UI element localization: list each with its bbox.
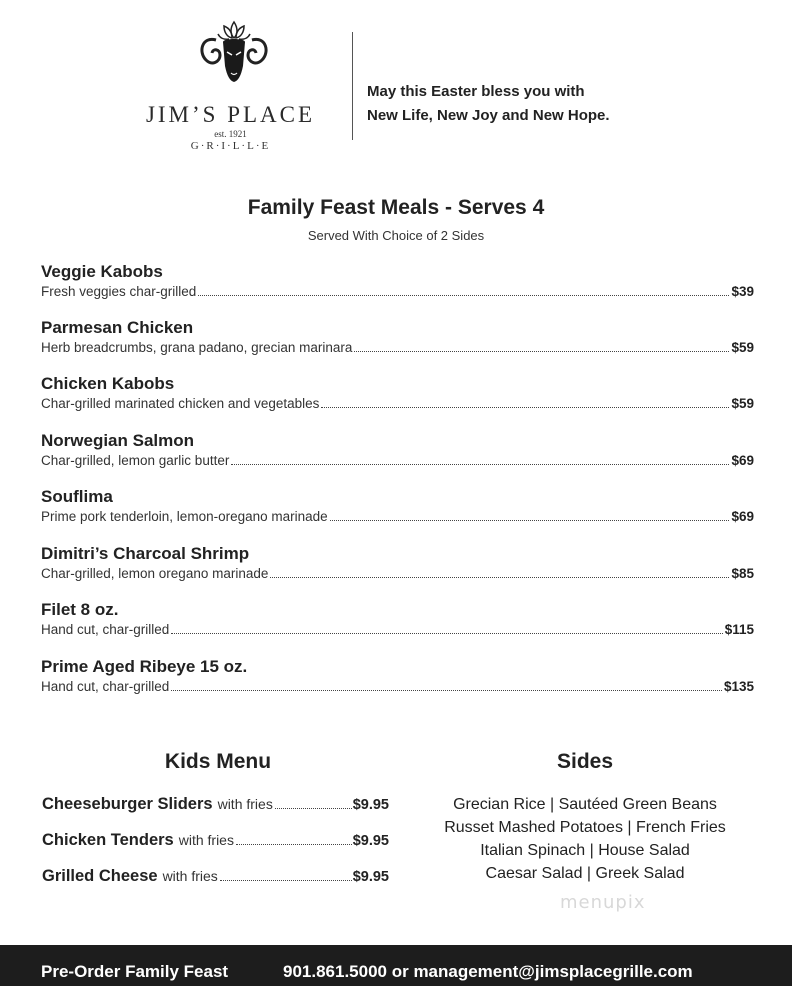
kids-item-name: Chicken Tenders — [42, 831, 174, 849]
item-price: $135 — [723, 679, 754, 694]
menupix-watermark: menupix — [560, 892, 646, 913]
kids-menu-item — [42, 795, 389, 814]
footer-preorder-text: Pre-Order Family Feast — [41, 962, 229, 981]
footer-bar — [0, 945, 792, 986]
item-price: $69 — [731, 453, 754, 468]
item-name: Filet 8 oz. — [41, 600, 119, 619]
kids-item-note: with fries — [162, 868, 218, 884]
item-description: Char-grilled, lemon garlic butter — [41, 453, 230, 468]
item-description: Char-grilled, lemon oregano marinade — [41, 566, 269, 581]
item-description: Hand cut, char-grilled — [41, 622, 170, 637]
menu-item — [41, 657, 754, 701]
sides-line: Caesar Salad | Greek Salad — [485, 865, 685, 882]
dot-leader — [354, 350, 729, 352]
kids-item-name: Cheeseburger Sliders — [42, 795, 213, 813]
menu-item — [41, 544, 754, 588]
item-description: Prime pork tenderloin, lemon-oregano marinade — [41, 509, 328, 524]
brand-established: est. 1921 — [214, 129, 247, 139]
item-price: $39 — [731, 284, 754, 299]
kids-item-price: $9.95 — [352, 833, 389, 849]
dot-leader — [321, 406, 729, 408]
item-description: Herb breadcrumbs, grana padano, grecian marinara — [41, 340, 353, 355]
item-price: $59 — [731, 396, 754, 411]
dot-leader — [220, 879, 352, 881]
sides-list — [405, 793, 765, 885]
item-name: Chicken Kabobs — [41, 374, 175, 393]
dot-leader — [171, 689, 722, 691]
item-description: Hand cut, char-grilled — [41, 679, 170, 694]
family-feast-subtitle: Served With Choice of 2 Sides — [307, 228, 485, 243]
menu-item — [41, 318, 754, 362]
brand-grille: G·R·I·L·L·E — [190, 140, 271, 152]
item-description: Fresh veggies char-grilled — [41, 284, 197, 299]
item-name: Souflima — [41, 487, 113, 506]
item-name: Veggie Kabobs — [41, 262, 163, 281]
sides-line: Grecian Rice | Sautéed Green Beans — [453, 796, 717, 813]
kids-item-price: $9.95 — [352, 869, 389, 885]
menu-item — [41, 374, 754, 418]
kids-item-price: $9.95 — [352, 797, 389, 813]
menu-item — [41, 487, 754, 531]
item-price: $115 — [724, 622, 754, 637]
item-name: Dimitri’s Charcoal Shrimp — [41, 544, 250, 563]
sides-title: Sides — [556, 750, 614, 773]
dot-leader — [236, 843, 352, 845]
item-name: Parmesan Chicken — [41, 318, 194, 337]
item-price: $85 — [731, 566, 754, 581]
item-price: $69 — [731, 509, 754, 524]
header-divider — [352, 32, 353, 140]
ram-head-logo-icon — [194, 18, 274, 88]
tagline-line-2: New Life, New Joy and New Hope. — [367, 107, 610, 124]
dot-leader — [270, 576, 729, 578]
dot-leader — [171, 632, 722, 634]
family-feast-title: Family Feast Meals - Serves 4 — [247, 196, 545, 219]
menu-item — [41, 600, 754, 644]
item-name: Norwegian Salmon — [41, 431, 195, 450]
dot-leader — [330, 519, 730, 521]
tagline-line-1: May this Easter bless you with — [367, 83, 585, 100]
kids-item-name: Grilled Cheese — [42, 867, 158, 885]
dot-leader — [231, 463, 729, 465]
kids-menu-title: Kids Menu — [164, 750, 272, 773]
kids-item-note: with fries — [178, 832, 234, 848]
item-description: Char-grilled marinated chicken and vegetables — [41, 396, 320, 411]
kids-menu-item — [42, 867, 389, 886]
menu-item — [41, 431, 754, 475]
dot-leader — [275, 807, 352, 809]
restaurant-logo — [118, 18, 343, 152]
kids-item-note: with fries — [217, 796, 273, 812]
item-price: $59 — [731, 340, 754, 355]
sides-line: Italian Spinach | House Salad — [480, 842, 690, 859]
kids-menu-item — [42, 831, 389, 850]
dot-leader — [198, 294, 729, 296]
item-name: Prime Aged Ribeye 15 oz. — [41, 657, 248, 676]
menu-item — [41, 262, 754, 306]
easter-tagline — [367, 80, 610, 128]
sides-line: Russet Mashed Potatoes | French Fries — [444, 819, 726, 836]
brand-name: JIM’S PLACE — [145, 102, 316, 127]
footer-contact[interactable]: 901.861.5000 or management@jimsplacegrille.com — [283, 962, 693, 981]
